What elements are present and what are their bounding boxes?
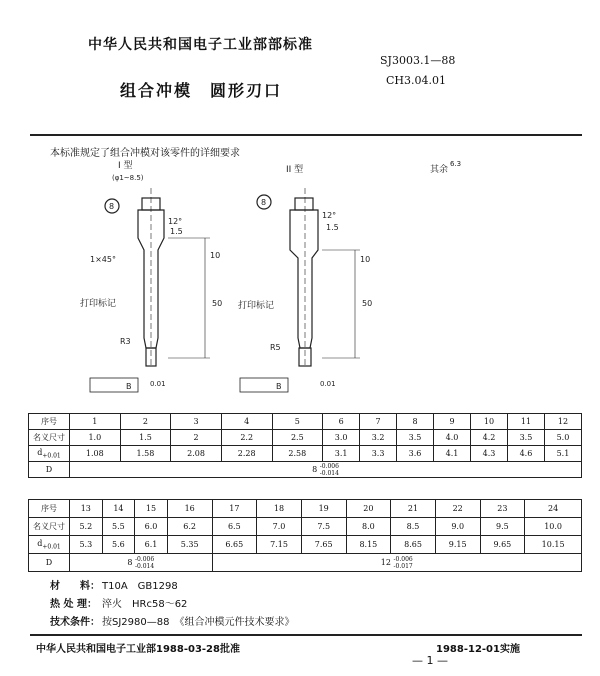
finish-value: 6.3 xyxy=(450,160,462,168)
dim-50-ii: 50 xyxy=(362,299,373,308)
table-cell: 19 xyxy=(301,500,346,518)
d-label: $d_{+0.01}$ xyxy=(29,446,70,462)
table-cell: 9.65 xyxy=(480,536,525,554)
table-cell: 2 xyxy=(120,414,171,430)
table-cell: 1 xyxy=(70,414,121,430)
technical-drawing xyxy=(80,158,510,403)
table-cell: 10.15 xyxy=(525,536,582,554)
table-row xyxy=(29,462,582,478)
dimension-table-1 xyxy=(28,413,582,478)
top-rule xyxy=(30,134,582,136)
table-cell: 7.65 xyxy=(301,536,346,554)
table-cell: 18 xyxy=(257,500,302,518)
table-cell: 2.28 xyxy=(221,446,272,462)
table-row xyxy=(29,518,582,536)
table-cell: 5.1 xyxy=(544,446,581,462)
table-cell: 6.5 xyxy=(212,518,257,536)
table-cell: 4.3 xyxy=(471,446,508,462)
table-cell: 2.58 xyxy=(272,446,323,462)
table-cell: 8 xyxy=(397,414,434,430)
D-label: D xyxy=(29,554,70,572)
table-cell: 5.3 xyxy=(70,536,103,554)
table-row xyxy=(29,500,582,518)
table-cell: 5 xyxy=(272,414,323,430)
table-cell: 1.5 xyxy=(120,430,171,446)
table-cell: 1.58 xyxy=(120,446,171,462)
table-cell: 4.6 xyxy=(507,446,544,462)
materials-block xyxy=(50,578,294,632)
callout-ii: 8 xyxy=(261,198,267,207)
table-cell: 3.5 xyxy=(507,430,544,446)
nominal-label: 名义尺寸 xyxy=(29,430,70,446)
rest-finish: 其余 xyxy=(430,165,449,175)
D-label: D xyxy=(29,462,70,478)
radius-r3: R3 xyxy=(120,337,131,346)
table-cell: 17 xyxy=(212,500,257,518)
table-row xyxy=(29,414,582,430)
dim-50-i: 50 xyxy=(212,299,223,308)
table-cell: 7.0 xyxy=(257,518,302,536)
table-row xyxy=(29,554,582,572)
angle-ii: 12° xyxy=(322,211,337,220)
table-cell: 5.35 xyxy=(167,536,212,554)
angle-i: 12° xyxy=(168,217,183,226)
nominal-label: 名义尺寸 xyxy=(29,518,70,536)
table-cell: 7.15 xyxy=(257,536,302,554)
table-cell: 15 xyxy=(135,500,168,518)
table-cell: 7 xyxy=(360,414,397,430)
marking-label-i: 打印标记 xyxy=(80,299,117,309)
table-cell: 21 xyxy=(391,500,436,518)
marking-label-ii: 打印标记 xyxy=(238,301,275,311)
radius-r5: R5 xyxy=(270,343,281,352)
table-cell: 4.0 xyxy=(434,430,471,446)
table-cell: 14 xyxy=(102,500,135,518)
table-cell: 3 xyxy=(171,414,222,430)
table-cell: 4 xyxy=(221,414,272,430)
table-cell: 10 xyxy=(471,414,508,430)
table-cell: 3.2 xyxy=(360,430,397,446)
chamfer: 1×45° xyxy=(90,255,116,264)
type-ii-label: II 型 xyxy=(286,165,304,175)
flatness-ii: 0.01 xyxy=(320,380,336,388)
table-cell: 8.15 xyxy=(346,536,391,554)
tech-conditions-line: 技术条件： 按SJ2980—88 《组合冲模元件技术要求》 xyxy=(50,617,295,628)
intro-text: 本标准规定了组合冲模对该零件的详细要求 xyxy=(50,148,240,159)
standard-number: SJ3003.1—88 xyxy=(380,54,456,67)
table-cell: 2.5 xyxy=(272,430,323,446)
table-cell: 5.0 xyxy=(544,430,581,446)
d-subscript: +0.01 xyxy=(42,452,61,460)
bottom-rule xyxy=(30,634,582,636)
table-cell: 3.6 xyxy=(397,446,434,462)
type-i-range: (φ1~8.5) xyxy=(112,174,144,182)
table-cell: 12 xyxy=(544,414,581,430)
header-label: 序号 xyxy=(29,500,70,518)
effective-date: 1988-12-01实施 xyxy=(436,644,520,655)
frame-a-i: B xyxy=(126,382,132,391)
table-cell: 5.6 xyxy=(102,536,135,554)
table-cell: 9 xyxy=(434,414,471,430)
table-cell: 20 xyxy=(346,500,391,518)
type-i-punch xyxy=(138,188,210,368)
table-row xyxy=(29,430,582,446)
D-value-cell-b: 12 -0.006 -0.017 xyxy=(212,554,582,572)
table-cell: 1.08 xyxy=(70,446,121,462)
table-cell: 3.0 xyxy=(323,430,360,446)
table-cell: 3.5 xyxy=(397,430,434,446)
table-cell: 7.5 xyxy=(301,518,346,536)
table-cell: 2.2 xyxy=(221,430,272,446)
table-cell: 9.15 xyxy=(435,536,480,554)
table-cell: 8.0 xyxy=(346,518,391,536)
document-title: 组合冲模 圆形刃口 xyxy=(120,81,283,100)
table-cell: 6.2 xyxy=(167,518,212,536)
table-row xyxy=(29,446,582,462)
frame-b-ii: B xyxy=(276,382,282,391)
table-cell: 5.5 xyxy=(102,518,135,536)
table-cell: 11 xyxy=(507,414,544,430)
dim-1-5-ii: 1.5 xyxy=(326,223,339,232)
classification-number: CH3.04.01 xyxy=(386,74,446,87)
table-cell: 9.0 xyxy=(435,518,480,536)
D-value-cell: 8 -0.006 -0.014 xyxy=(70,462,582,478)
table-cell: 2 xyxy=(171,430,222,446)
table-row xyxy=(29,536,582,554)
table-cell: 3.3 xyxy=(360,446,397,462)
table-cell: 24 xyxy=(525,500,582,518)
d-label: $d_{+0.01}$ xyxy=(29,536,70,554)
type-i-label: I 型 xyxy=(118,161,133,171)
table-cell: 4.2 xyxy=(471,430,508,446)
callout-i: 8 xyxy=(109,202,115,211)
dim-10-ii: 10 xyxy=(360,255,371,264)
table-cell: 13 xyxy=(70,500,103,518)
table-cell: 22 xyxy=(435,500,480,518)
table-cell: 10.0 xyxy=(525,518,582,536)
material-line: 材 料： T10A GB1298 xyxy=(50,581,178,592)
table-cell: 8.5 xyxy=(391,518,436,536)
heat-treatment-line: 热 处 理： 淬火 HRc58～62 xyxy=(50,599,188,610)
table-cell: 6.65 xyxy=(212,536,257,554)
ministry-standard: 中华人民共和国电子工业部部标准 xyxy=(88,37,313,53)
dim-10-i: 10 xyxy=(210,251,221,260)
table-cell: 16 xyxy=(167,500,212,518)
table-cell: 8.65 xyxy=(391,536,436,554)
dim-1-5-i: 1.5 xyxy=(170,227,183,236)
flatness-i: 0.01 xyxy=(150,380,166,388)
table-cell: 23 xyxy=(480,500,525,518)
dimension-table-2 xyxy=(28,499,582,572)
approval-text: 中华人民共和国电子工业部1988-03-28批准 xyxy=(36,644,240,655)
table-cell: 6.1 xyxy=(135,536,168,554)
table-cell: 3.1 xyxy=(323,446,360,462)
D-value-cell-a: 8 -0.006 -0.014 xyxy=(70,554,213,572)
table-cell: 4.1 xyxy=(434,446,471,462)
header-label: 序号 xyxy=(29,414,70,430)
table-cell: 9.5 xyxy=(480,518,525,536)
page-number: — 1 — xyxy=(412,654,448,667)
table-cell: 2.08 xyxy=(171,446,222,462)
table-cell: 6 xyxy=(323,414,360,430)
table-cell: 6.0 xyxy=(135,518,168,536)
table-cell: 1.0 xyxy=(70,430,121,446)
table-cell: 5.2 xyxy=(70,518,103,536)
